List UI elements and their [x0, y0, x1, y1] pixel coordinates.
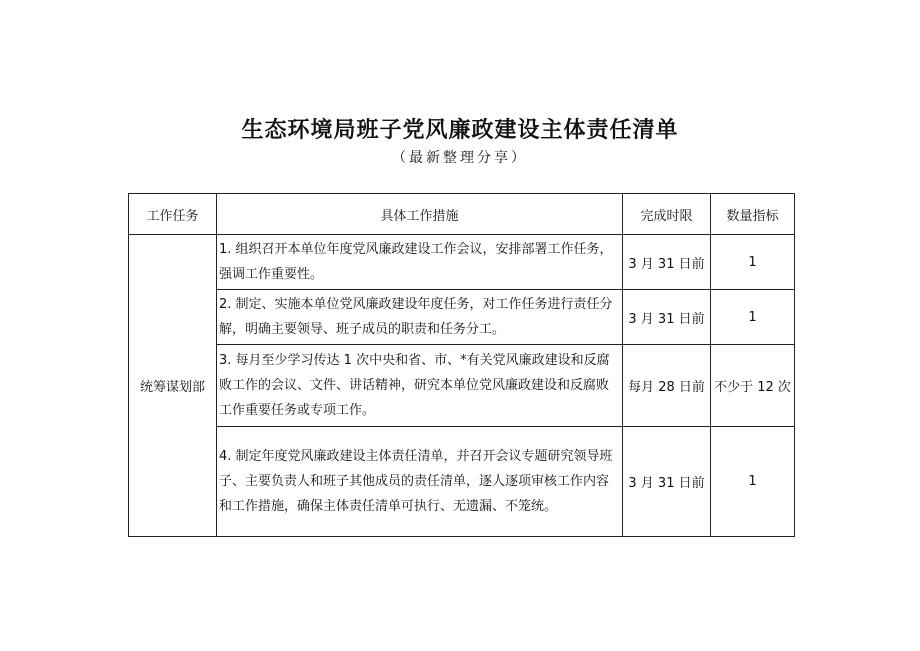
measure-cell: 4. 制定年度党风廉政建设主体责任清单，并召开会议专题研究领导班子、主要负责人和班子其他成员的责任清单，逐人逐项审核工作内容和工作措施，确保主体责任清单可执行、无遗漏、不笼统。	[217, 427, 623, 537]
measure-cell: 3. 每月至少学习传达 1 次中央和省、市、*有关党风廉政建设和反腐败工作的会议、文件、讲话精神，研究本单位党风廉政建设和反腐败工作重要任务或专项工作。	[217, 345, 623, 427]
quantity-cell: 1	[711, 427, 795, 537]
responsibility-table	[128, 193, 795, 537]
header-deadline: 完成时限	[623, 194, 711, 235]
table-row	[129, 290, 795, 345]
table-header-row	[129, 194, 795, 235]
header-quantity: 数量指标	[711, 194, 795, 235]
table-row	[129, 235, 795, 290]
deadline-cell: 3 月 31 日前	[623, 235, 711, 290]
quantity-cell: 不少于 12 次	[711, 345, 795, 427]
header-task: 工作任务	[129, 194, 217, 235]
quantity-cell: 1	[711, 235, 795, 290]
document-subtitle: （最新整理分享）	[392, 150, 528, 166]
table-row	[129, 427, 795, 537]
quantity-cell: 1	[711, 290, 795, 345]
deadline-cell: 3 月 31 日前	[623, 290, 711, 345]
deadline-cell: 每月 28 日前	[623, 345, 711, 427]
measure-cell: 1. 组织召开本单位年度党风廉政建设工作会议，安排部署工作任务，强调工作重要性。	[217, 235, 623, 290]
task-group-cell: 统筹谋划部	[129, 235, 217, 537]
measure-cell: 2. 制定、实施本单位党风廉政建设年度任务，对工作任务进行责任分解，明确主要领导、班子成员的职责和任务分工。	[217, 290, 623, 345]
header-measure: 具体工作措施	[217, 194, 623, 235]
table-row	[129, 345, 795, 427]
document-title: 生态环境局班子党风廉政建设主体责任清单	[241, 118, 679, 143]
deadline-cell: 3 月 31 日前	[623, 427, 711, 537]
